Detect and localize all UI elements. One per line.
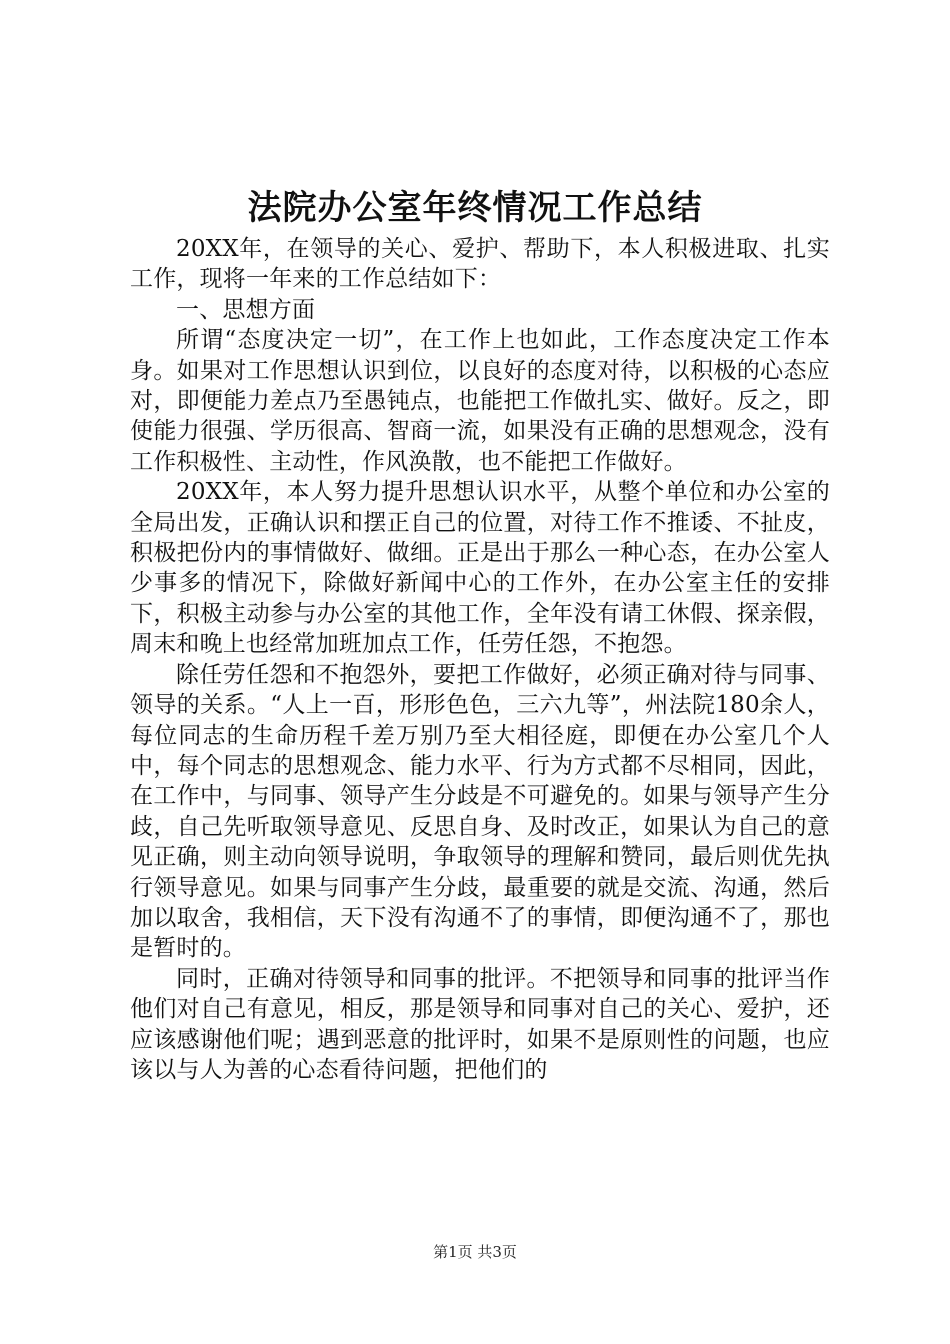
body-paragraph: 20XX年，本人努力提升思想认识水平，从整个单位和办公室的全局出发，正确认识和摆正自己的位置，对待工作不推诿、不扯皮，积极把份内的事情做好、做细。正是出于那么一种心态，在办公室人少事多的情况下，除做好新闻中心的工作外，在办公室主任的安排下，积极主动参与办公室的其他工作，全年没有请工休假、探亲假，周末和晚上也经常加班加点工作，任劳任怨，不抱怨。	[130, 479, 830, 658]
section-heading-thought: 一、思想方面	[176, 296, 316, 323]
body-paragraph: 所谓“态度决定一切”，在工作上也如此，工作态度决定工作本身。如果对工作思想认识到位，以良好的态度对待，以积极的心态应对，即便能力差点乃至愚钝点，也能把工作做扎实、做好。反之，即使能力很强、学历很高、智商一流，如果没有正确的思想观念，没有工作积极性、主动性，作风涣散，也不能把工作做好。	[130, 327, 830, 475]
page-number-footer: 第1页 共3页	[433, 1243, 517, 1261]
body-paragraph: 同时，正确对待领导和同事的批评。不把领导和同事的批评当作他们对自己有意见，相反，那是领导和同事对自己的关心、爱护，还应该感谢他们呢；遇到恶意的批评时，如果不是原则性的问题，也应该以与人为善的心态看待问题，把他们的	[130, 965, 830, 1083]
intro-paragraph: 20XX年，在领导的关心、爱护、帮助下，本人积极进取、扎实工作，现将一年来的工作总结如下：	[130, 236, 830, 293]
document-body	[130, 234, 830, 1085]
body-paragraph: 除任劳任怨和不抱怨外，要把工作做好，必须正确对待与同事、领导的关系。“人上一百，形形色色，三六九等”，州法院180余人，每位同志的生命历程千差万别乃至大相径庭，即便在办公室几个人中，每个同志的思想观念、能力水平、行为方式都不尽相同，因此，在工作中，与同事、领导产生分歧是不可避免的。如果与领导产生分歧，自己先听取领导意见、反思自身、及时改正，如果认为自己的意见正确，则主动向领导说明，争取领导的理解和赞同，最后则优先执行领导意见。如果与同事产生分歧，最重要的就是交流、沟通，然后加以取舍，我相信，天下没有沟通不了的事情，即便沟通不了，那也是暂时的。	[130, 661, 830, 962]
document-title: 法院办公室年终情况工作总结	[247, 188, 703, 228]
